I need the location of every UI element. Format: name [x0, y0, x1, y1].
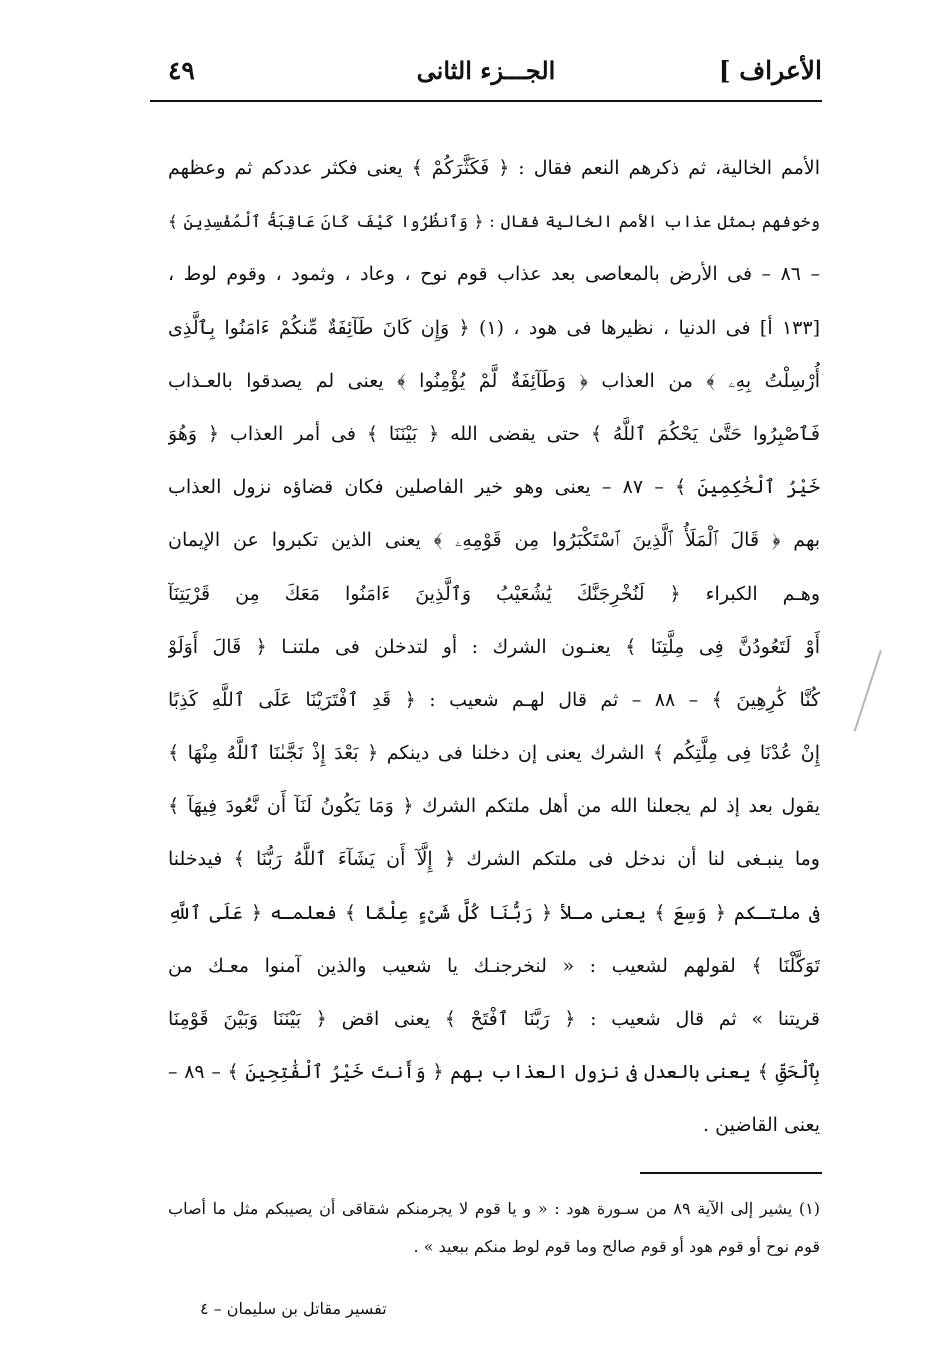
text-line: كُنَّا كَٰرِهِينَ ﴾ – ٨٨ – ثم قال لهـم شعيب : ﴿ قَدِ ٱفْتَرَيْنَا عَلَى ٱللَّهِ كَذِبًا	[168, 688, 820, 711]
header-rule	[150, 100, 822, 102]
text-line: وخوفهم بمثل عذاب الأمم الخالية فقال : ﴿ وَٱنظُرُوا كَيْفَ كَانَ عَاقِبَةُ ٱلْمُفْسِدِينَ ﴾	[168, 212, 820, 232]
text-line: فى ملتـكم ﴿ وَسِعَ ﴾ يعنى مـلأ ﴿ رَبُّنَا كُلَّ شَىْءٍ عِلْمًا ﴾ فعلمـه ﴿ عَلَى ٱللَّهِ	[168, 901, 820, 924]
text-line: الأمم الخالية، ثم ذكرهم النعم فقال : ﴿ فَكَثَّرَكُمْ ﴾ يعنى فكثر عددكم ثم وعظهم	[168, 157, 820, 179]
text-line: خَيْرُ ٱلْحَٰكِمِينَ ﴾ – ٨٧ – يعنى وهو خير الفاصلين فكان قضاؤه نزول العذاب	[168, 476, 820, 499]
page-header	[150, 52, 822, 98]
margin-pencil-mark	[854, 650, 882, 731]
text-line: يقول بعد إذ لم يجعلنا الله من أهل ملتكم الشرك ﴿ وَمَا يَكُونُ لَنَآ أَن نَّعُودَ فِيهَآ ﴾	[168, 795, 820, 818]
text-line: بِٱلْحَقِّ ﴾ يعنى بالعدل فى نزول العذاب بهم ﴿ وَأَنتَ خَيْرُ ٱلْفَٰتِحِينَ ﴾ – ٨٩ –	[168, 1061, 820, 1084]
text-line: أُرْسِلْتُ بِهِۦ ﴾ من العذاب ﴿ وَطَآئِفَةٌ لَّمْ يُؤْمِنُوا ﴾ يعنى لم يصدقوا بالعـذاب	[168, 369, 820, 392]
text-line-last: يعنى القاضين .	[703, 1114, 820, 1137]
text-line: بهم ﴿ قَالَ ٱلْمَلَأُ ٱلَّذِينَ ٱسْتَكْبَرُوا مِن قَوْمِهِۦ ﴾ يعنى الذين تكبروا عن الإيمان	[168, 529, 820, 552]
main-text	[168, 142, 820, 1153]
footnote-line: (١) يشير إلى الآية ٨٩ من سـورة هود : « و يا قوم لا يجرمنكم شقاقى أن يصيبكم مثل ما أصاب	[168, 1199, 820, 1218]
footnote-line-last: قوم نوح أو قوم هود أو قوم صالح وما قوم لوط منكم ببعيد » .	[413, 1237, 820, 1256]
signature-mark: تفسير مقاتل بن سليمان – ٤	[200, 1299, 387, 1318]
text-line: أَوْ لَتَعُودُنَّ فِى مِلَّتِنَا ﴾ يعنـون الشرك : أو لتدخلن فى ملتنـا ﴿ قَالَ أَوَلَوْ	[168, 635, 820, 658]
text-line: وهـم الكبراء ﴿ لَنُخْرِجَنَّكَ يَٰشُعَيْبُ وَٱلَّذِينَ ءَامَنُوا مَعَكَ مِن قَرْيَتِنَآ	[168, 582, 820, 605]
footnote-rule	[640, 1172, 822, 1174]
section-title: الأعراف ]	[718, 56, 822, 85]
text-line: تَوَكَّلْنَا ﴾ لقولهم لشعيب : « لنخرجنـك يا شعيب والذين آمنوا معـك من	[168, 954, 820, 977]
footnotes	[168, 1190, 820, 1266]
text-line: إِنْ عُدْنَا فِى مِلَّتِكُم ﴾ الشرك يعنى إن دخلنا فى دينكم ﴿ بَعْدَ إِذْ نَجَّىٰنَا ٱللَّهُ مِنْهَا ﴾	[168, 742, 820, 765]
part-title: الجـــزء الثانى	[416, 56, 556, 85]
text-line: وما ينبـغى لنا أن ندخل فى ملتكم الشرك ﴿ إِلَّآ أَن يَشَآءَ ٱللَّهُ رَبُّنَا ﴾ فيدخلنا	[168, 848, 820, 871]
text-line: قريتنا » ثم قال شعيب : ﴿ رَبَّنَا ٱفْتَحْ ﴾ يعنى اقض ﴿ بَيْنَنَا وَبَيْنَ قَوْمِنَا	[168, 1008, 820, 1030]
text-line: فَٱصْبِرُوا حَتَّىٰ يَحْكُمَ ٱللَّهُ ﴾ حتى يقضى الله ﴿ بَيْنَنَا ﴾ فى أمر العذاب ﴿ وَهُوَ	[168, 422, 820, 445]
page-number: ٤٩	[168, 56, 195, 85]
text-line: [١٣٣ أ] فى الدنيا ، نظيرها فى هود ، (١) ﴿ وَإِن كَانَ طَآئِفَةٌ مِّنكُمْ ءَامَنُوا بِٱلَّذِى	[168, 316, 820, 339]
text-line: – ٨٦ – فى الأرض بالمعاصى بعد عذاب قوم نوح ، وعاد ، وثمود ، وقوم لوط ،	[168, 263, 820, 286]
